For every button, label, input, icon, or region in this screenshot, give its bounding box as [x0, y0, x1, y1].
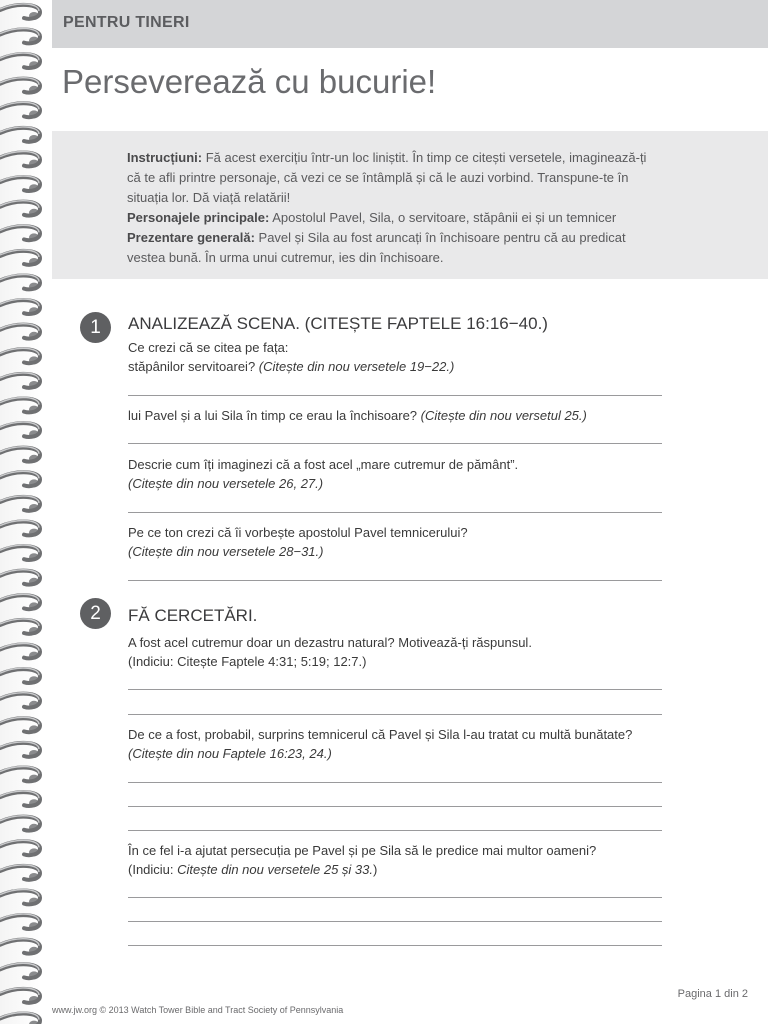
answer-line[interactable]: [128, 921, 662, 922]
section-2-question-2: [128, 725, 648, 763]
answer-line[interactable]: [128, 689, 662, 690]
spiral-ring: [0, 791, 40, 807]
section-2-title: FĂ CERCETĂRI.: [128, 606, 258, 625]
question-reference: (Citește din nou versetele 26, 27.): [128, 476, 324, 491]
spiral-ring: [0, 152, 40, 168]
section-1-question-1: [128, 338, 648, 376]
answer-line[interactable]: [128, 897, 662, 898]
section-1-question-3: [128, 455, 648, 493]
question-text: De ce a fost, probabil, surprins temnicerul că Pavel și Sila l-au tratat cu multă bunătate?: [128, 727, 633, 742]
section-2-question-3: [128, 841, 648, 879]
section-1-title: ANALIZEAZĂ SCENA. (CITEȘTE FAPTELE 16:16−40.): [128, 314, 548, 333]
spiral-ring: [0, 422, 40, 438]
question-reference: (Citește din nou versetele 28−31.): [128, 544, 324, 559]
overview-paragraph: [127, 230, 626, 265]
spiral-ring: [0, 988, 40, 1004]
question-hint-prefix: (Indiciu:: [128, 862, 178, 877]
answer-line[interactable]: [128, 512, 662, 513]
question-reference: (Citește din nou versetul 25.): [420, 408, 587, 423]
spiral-ring: [0, 865, 40, 881]
spiral-ring: [0, 644, 40, 660]
question-text: În ce fel i-a ajutat persecuția pe Pavel și pe Sila să le predice mai multor oameni?: [128, 843, 597, 858]
header-label: PENTRU TINERI: [63, 14, 190, 31]
spiral-ring: [0, 275, 40, 291]
spiral-ring: [0, 53, 40, 69]
section-1-question-2: [128, 406, 648, 425]
answer-line[interactable]: [128, 830, 662, 831]
question-text: stăpânilor servitoarei?: [128, 359, 259, 374]
question-reference: (Citește din nou Faptele 16:23, 24.): [128, 746, 332, 761]
spiral-ring: [0, 78, 40, 94]
answer-line[interactable]: [128, 580, 662, 581]
header-bar: [52, 0, 768, 48]
page-number: Pagina 1 din 2: [677, 988, 748, 1000]
section-2-question-1: [128, 633, 648, 671]
spiral-ring: [0, 348, 40, 364]
spiral-ring: [0, 398, 40, 414]
spiral-ring: [0, 102, 40, 118]
overview-body: Pavel și Sila au fost aruncați în închisoare pentru că au predicat vestea bună. În urma unui cutremur, ies din închisoare.: [127, 230, 626, 265]
spiral-ring: [0, 127, 40, 143]
spiral-ring: [0, 496, 40, 512]
spiral-ring: [0, 914, 40, 930]
instructions-box: [52, 131, 768, 279]
answer-line[interactable]: [128, 714, 662, 715]
question-hint-suffix: ): [372, 862, 378, 877]
spiral-ring: [0, 4, 40, 20]
instructions-text: [127, 148, 657, 268]
page-title: Perseverează cu bucurie!: [62, 63, 437, 100]
spiral-ring: [0, 963, 40, 979]
answer-line[interactable]: [128, 945, 662, 946]
question-reference: Citește din nou versetele 25 și 33.: [177, 862, 373, 877]
spiral-ring: [0, 324, 40, 340]
spiral-ring: [0, 619, 40, 635]
spiral-ring: [0, 250, 40, 266]
spiral-ring: [0, 890, 40, 906]
spiral-rings: [0, 0, 52, 1024]
characters-paragraph: [127, 210, 616, 225]
overview-label: Prezentare generală:: [127, 230, 255, 245]
answer-line[interactable]: [128, 782, 662, 783]
spiral-ring: [0, 176, 40, 192]
spiral-ring: [0, 545, 40, 561]
copyright-notice: www.jw.org © 2013 Watch Tower Bible and Tract Society of Pennsylvania: [52, 1005, 344, 1015]
spiral-ring: [0, 299, 40, 315]
spiral-ring: [0, 29, 40, 45]
spiral-ring: [0, 1013, 40, 1024]
question-text: Pe ce ton crezi că îi vorbește apostolul Pavel temnicerului?: [128, 525, 468, 540]
section-1-question-4: [128, 523, 648, 561]
spiral-ring: [0, 668, 40, 684]
spiral-ring: [0, 570, 40, 586]
answer-line[interactable]: [128, 443, 662, 444]
question-text: A fost acel cutremur doar un dezastru natural? Motivează-ți răspunsul.: [128, 635, 532, 650]
spiral-ring: [0, 447, 40, 463]
spiral-ring: [0, 225, 40, 241]
question-reference: (Citește din nou versetele 19−22.): [258, 359, 455, 374]
spiral-ring: [0, 840, 40, 856]
spiral-ring: [0, 373, 40, 389]
spiral-ring: [0, 693, 40, 709]
spiral-ring: [0, 201, 40, 217]
answer-line[interactable]: [128, 806, 662, 807]
spiral-ring: [0, 767, 40, 783]
section-1-number-badge: 1: [80, 312, 111, 343]
spiral-ring: [0, 939, 40, 955]
question-intro: Ce crezi că se citea pe fața:: [128, 340, 289, 355]
characters-body: Apostolul Pavel, Sila, o servitoare, stăpânii ei și un temnicer: [269, 210, 617, 225]
spiral-ring: [0, 471, 40, 487]
answer-line[interactable]: [128, 395, 662, 396]
spiral-ring: [0, 521, 40, 537]
characters-label: Personajele principale:: [127, 210, 270, 225]
instructions-paragraph: [127, 150, 646, 205]
instructions-body: Fă acest exercițiu într-un loc liniștit. În timp ce citești versetele, imaginează-ți că te afli printre personaje, că vezi ce se întâmplă și că le auzi vorbind. Transpune-te în situația lor. Dă viață relatării!: [127, 150, 647, 205]
question-text: Descrie cum îți imaginezi că a fost acel „mare cutremur de pământ”.: [128, 457, 519, 472]
instructions-label: Instrucțiuni:: [127, 150, 203, 165]
question-hint: (Indiciu: Citește Faptele 4:31; 5:19; 12:7.): [128, 654, 367, 669]
spiral-binding: [0, 0, 52, 1024]
question-text: lui Pavel și a lui Sila în timp ce erau la închisoare?: [128, 408, 421, 423]
spiral-ring: [0, 816, 40, 832]
spiral-ring: [0, 717, 40, 733]
section-2-number-badge: 2: [80, 598, 111, 629]
spiral-ring: [0, 594, 40, 610]
spiral-ring: [0, 742, 40, 758]
